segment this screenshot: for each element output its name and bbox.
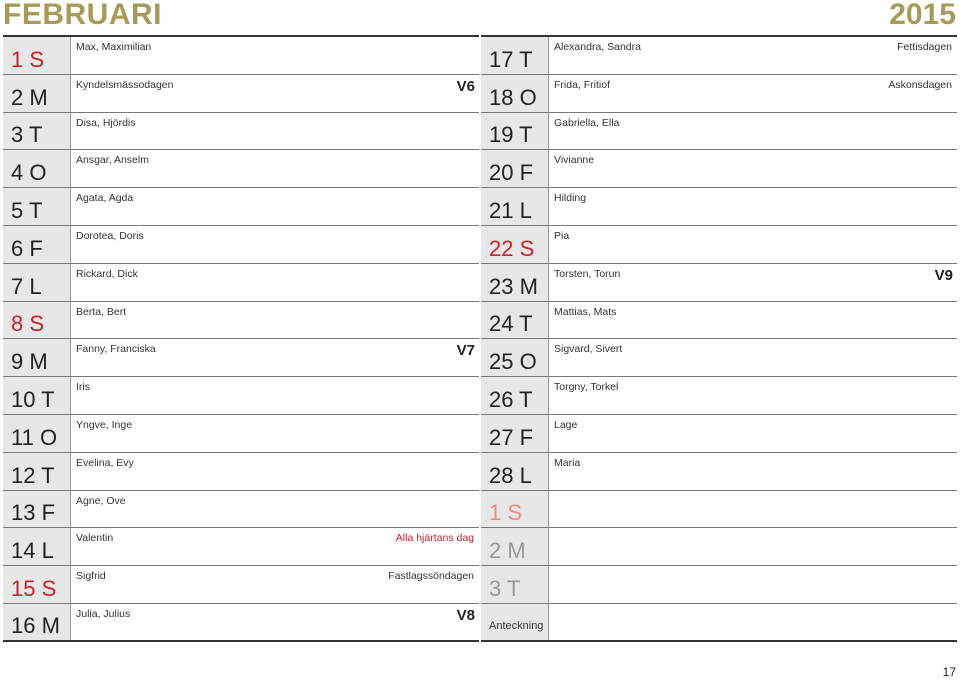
day-label: 7 L	[3, 264, 71, 301]
day-entry-area[interactable]	[549, 377, 957, 414]
day-label: 11 O	[3, 415, 71, 452]
week-number: V7	[456, 342, 475, 360]
day-label: 3 T	[481, 566, 549, 603]
day-row[interactable]	[481, 491, 957, 529]
name-day: Hilding	[554, 192, 587, 205]
day-entry-area[interactable]	[71, 528, 479, 565]
name-day: Rickard, Dick	[76, 267, 138, 280]
day-row[interactable]	[3, 188, 479, 226]
day-label: 22 S	[481, 226, 549, 263]
day-label: 15 S	[3, 566, 71, 603]
day-label: 14 L	[3, 528, 71, 565]
name-day: Alexandra, Sandra	[554, 41, 641, 53]
day-row[interactable]	[481, 415, 957, 453]
day-label: 13 F	[3, 491, 71, 528]
day-row[interactable]	[3, 377, 479, 415]
day-entry-area[interactable]	[549, 528, 957, 565]
day-row[interactable]	[3, 339, 479, 377]
day-entry-area[interactable]	[549, 453, 957, 490]
day-label: 16 M	[3, 604, 71, 640]
day-label: 25 O	[481, 339, 549, 376]
day-row[interactable]	[3, 566, 479, 604]
day-entry-area[interactable]	[71, 75, 479, 112]
day-entry-area[interactable]	[549, 150, 957, 187]
name-day: Agne, Ove	[76, 494, 126, 507]
day-label: 8 S	[3, 302, 71, 339]
name-day: Julia, Julius	[76, 607, 131, 620]
day-row[interactable]	[3, 528, 479, 566]
day-row[interactable]	[481, 528, 957, 566]
day-entry-area[interactable]	[71, 37, 479, 74]
day-entry-area[interactable]	[549, 604, 957, 640]
day-entry-area[interactable]	[549, 75, 957, 112]
name-day: Valentin	[76, 532, 114, 545]
name-day: Torsten, Torun	[554, 267, 621, 280]
day-entry-area[interactable]	[549, 113, 957, 150]
month-title: FEBRUARI	[3, 0, 162, 31]
day-label: 5 T	[3, 188, 71, 225]
day-label: 6 F	[3, 226, 71, 263]
notes-label: Anteckning	[481, 604, 549, 640]
day-entry-area[interactable]	[549, 339, 957, 376]
day-entry-area[interactable]	[71, 491, 479, 528]
day-label: 4 O	[3, 150, 71, 187]
day-row[interactable]	[481, 604, 957, 642]
day-row[interactable]	[3, 302, 479, 340]
name-day: Ansgar, Anselm	[76, 154, 149, 167]
day-row[interactable]	[3, 604, 479, 642]
day-label: 17 T	[481, 37, 549, 74]
day-row[interactable]	[3, 75, 479, 113]
page-number: 17	[942, 665, 956, 679]
day-label: 27 F	[481, 415, 549, 452]
week-number: V9	[934, 266, 953, 284]
day-row[interactable]	[481, 302, 957, 340]
day-entry-area[interactable]	[71, 604, 479, 640]
name-day: Sigfrid	[76, 570, 106, 583]
name-day: Evelina, Evy	[76, 456, 134, 469]
day-row[interactable]	[481, 453, 957, 491]
day-label: 1 S	[3, 37, 71, 74]
name-day: Maria	[554, 456, 581, 469]
holiday-label: Askonsdagen	[888, 78, 952, 91]
day-row[interactable]	[3, 415, 479, 453]
day-entry-area[interactable]	[549, 226, 957, 263]
day-label: 23 M	[481, 264, 549, 301]
day-row[interactable]	[3, 453, 479, 491]
day-row[interactable]	[3, 264, 479, 302]
name-day: Mattias, Mats	[554, 305, 617, 318]
day-row[interactable]	[3, 491, 479, 529]
name-day: Dorotea, Doris	[76, 229, 144, 242]
day-entry-area[interactable]	[71, 339, 479, 376]
day-label: 24 T	[481, 302, 549, 339]
name-day: Pia	[554, 229, 570, 242]
day-entry-area[interactable]	[71, 377, 479, 414]
day-row[interactable]	[3, 150, 479, 188]
day-label: 20 F	[481, 150, 549, 187]
day-entry-area[interactable]	[549, 37, 957, 74]
name-day: Berta, Bert	[76, 305, 127, 318]
day-label: 2 M	[481, 528, 549, 565]
day-label: 10 T	[3, 377, 71, 414]
day-entry-area[interactable]	[549, 491, 957, 528]
day-entry-area[interactable]	[71, 188, 479, 225]
week-number: V8	[456, 606, 475, 624]
holiday-label: Fettisdagen	[897, 41, 952, 53]
day-row[interactable]	[481, 188, 957, 226]
day-label: 26 T	[481, 377, 549, 414]
day-row[interactable]	[481, 150, 957, 188]
day-entry-area[interactable]	[549, 188, 957, 225]
name-day: Torgny, Torkel	[554, 381, 619, 394]
day-row[interactable]	[481, 37, 957, 75]
day-label: 18 O	[481, 75, 549, 112]
day-row[interactable]	[481, 226, 957, 264]
day-entry-area[interactable]	[71, 453, 479, 490]
day-label: 21 L	[481, 188, 549, 225]
year-title: 2015	[889, 0, 956, 31]
day-row[interactable]	[481, 75, 957, 113]
day-entry-area[interactable]	[549, 302, 957, 339]
day-row[interactable]	[3, 37, 479, 75]
day-label: 3 T	[3, 113, 71, 150]
day-entry-area[interactable]	[71, 113, 479, 150]
day-row[interactable]	[481, 566, 957, 604]
day-entry-area[interactable]	[71, 226, 479, 263]
day-row[interactable]	[3, 226, 479, 264]
day-entry-area[interactable]	[549, 264, 957, 301]
name-day: Agata, Agda	[76, 192, 134, 205]
day-label: 2 M	[3, 75, 71, 112]
day-entry-area[interactable]	[71, 302, 479, 339]
day-row[interactable]	[481, 339, 957, 377]
day-entry-area[interactable]	[549, 415, 957, 452]
name-day: Frida, Fritiof	[554, 78, 611, 91]
holiday-label: Alla hjärtans dag	[395, 532, 474, 545]
left-day-column	[3, 35, 479, 642]
day-label: 1 S	[481, 491, 549, 528]
right-day-column	[481, 35, 957, 642]
name-day: Sigvard, Sivert	[554, 343, 623, 356]
day-label: 19 T	[481, 113, 549, 150]
day-label: 9 M	[3, 339, 71, 376]
day-row[interactable]	[481, 377, 957, 415]
name-day: Yngve, Inge	[76, 418, 133, 431]
day-entry-area[interactable]	[549, 566, 957, 603]
day-entry-area[interactable]	[71, 150, 479, 187]
day-entry-area[interactable]	[71, 264, 479, 301]
name-day: Gabriella, Ella	[554, 116, 620, 129]
name-day: Max, Maximilian	[76, 41, 152, 53]
name-day: Kyndelsmässodagen	[76, 78, 174, 91]
holiday-label: Fastlagssöndagen	[388, 570, 474, 583]
day-entry-area[interactable]	[71, 415, 479, 452]
day-entry-area[interactable]	[71, 566, 479, 603]
day-row[interactable]	[3, 113, 479, 151]
day-label: 12 T	[3, 453, 71, 490]
name-day: Fanny, Franciska	[76, 343, 156, 356]
name-day: Disa, Hjördis	[76, 116, 136, 129]
week-number: V6	[456, 77, 475, 95]
day-label: 28 L	[481, 453, 549, 490]
day-row[interactable]	[481, 264, 957, 302]
day-row[interactable]	[481, 113, 957, 151]
name-day: Lage	[554, 418, 578, 431]
name-day: Vivianne	[554, 154, 595, 167]
name-day: Iris	[76, 381, 90, 394]
